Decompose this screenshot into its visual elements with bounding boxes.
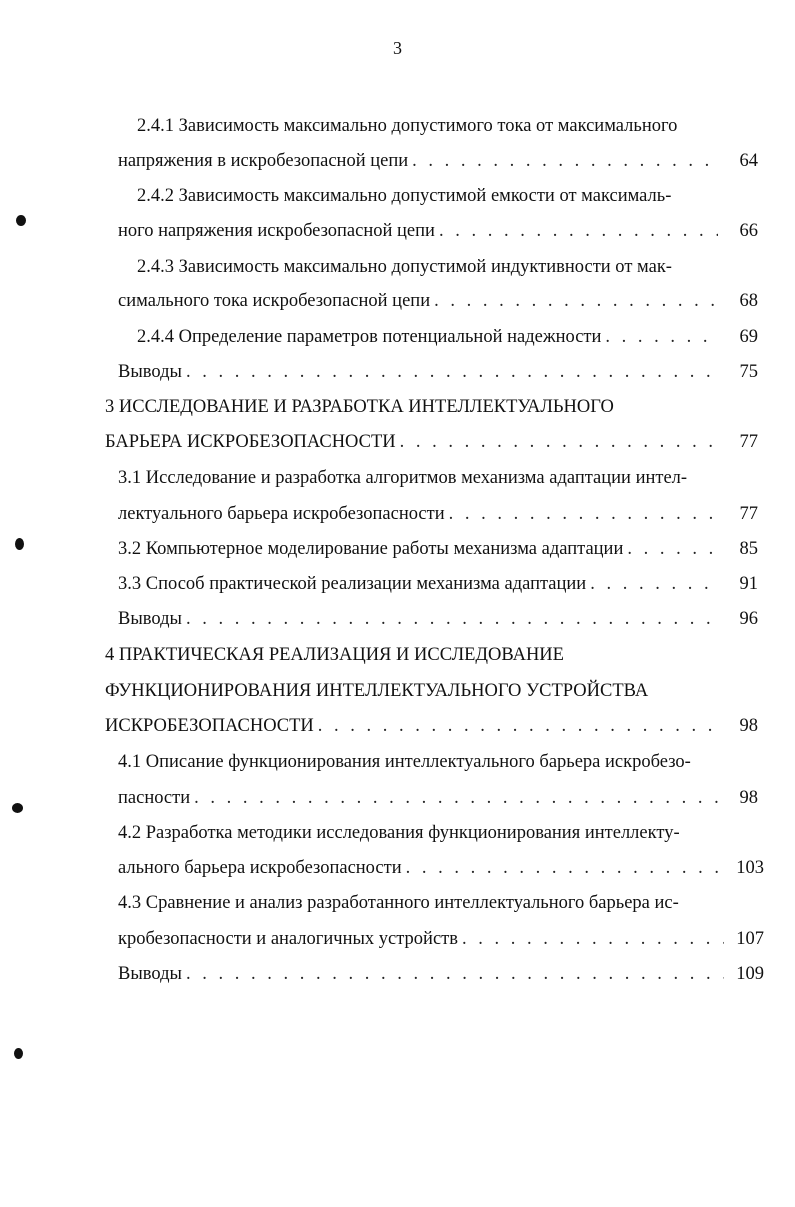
dot-leader bbox=[439, 219, 718, 243]
toc-line bbox=[118, 891, 679, 915]
toc-line bbox=[118, 360, 758, 384]
toc-line bbox=[118, 502, 758, 526]
toc-page-number: 77 bbox=[739, 504, 758, 524]
toc-entry-text: 3 ИССЛЕДОВАНИЕ И РАЗРАБОТКА ИНТЕЛЛЕКТУАЛЬНОГО bbox=[105, 397, 614, 417]
toc-page-number: 85 bbox=[739, 539, 758, 559]
dot-leader bbox=[318, 714, 718, 738]
toc-entry-text: 4.3 Сравнение и анализ разработанного интеллектуального барьера ис- bbox=[118, 893, 679, 913]
toc-line bbox=[105, 714, 758, 738]
toc-page-number: 66 bbox=[739, 221, 758, 241]
toc-entry-text: 3.3 Способ практической реализации механизма адаптации bbox=[118, 574, 587, 594]
toc-entry-text: ального барьера искробезопасности bbox=[118, 858, 402, 878]
toc-line bbox=[137, 325, 758, 349]
dot-leader bbox=[434, 289, 718, 313]
toc-page-number: 91 bbox=[739, 574, 758, 594]
toc-page-number: 96 bbox=[739, 609, 758, 629]
scan-artifact-blot bbox=[14, 1048, 23, 1059]
toc-page-number: 77 bbox=[739, 432, 758, 452]
toc-entry-text: напряжения в искробезопасной цепи bbox=[118, 151, 409, 171]
toc-entry-text: 4.2 Разработка методики исследования функционирования интеллекту- bbox=[118, 823, 680, 843]
toc-line bbox=[118, 572, 758, 596]
dot-leader bbox=[194, 786, 718, 810]
toc-entry-text: БАРЬЕРА ИСКРОБЕЗОПАСНОСТИ bbox=[105, 432, 396, 452]
toc-line bbox=[105, 643, 564, 667]
toc-page-number: 107 bbox=[736, 929, 764, 949]
toc-page-number: 109 bbox=[736, 964, 764, 984]
toc-entry-text: 4 ПРАКТИЧЕСКАЯ РЕАЛИЗАЦИЯ И ИССЛЕДОВАНИЕ bbox=[105, 645, 564, 665]
toc-line bbox=[118, 607, 758, 631]
toc-entry-text: Выводы bbox=[118, 609, 182, 629]
toc-line bbox=[118, 149, 758, 173]
toc-entry-text: 4.1 Описание функционирования интеллектуального барьера искробезо- bbox=[118, 752, 691, 772]
toc-entry-text: лектуального барьера искробезопасности bbox=[118, 504, 445, 524]
toc-line bbox=[118, 537, 758, 561]
toc-entry-text: Выводы bbox=[118, 964, 182, 984]
dot-leader bbox=[400, 430, 718, 454]
toc-entry-text: Выводы bbox=[118, 362, 182, 382]
toc-line bbox=[118, 786, 758, 810]
dot-leader bbox=[590, 572, 718, 596]
toc-line bbox=[137, 184, 671, 208]
toc-page-number: 98 bbox=[739, 788, 758, 808]
toc-page-number: 103 bbox=[736, 858, 764, 878]
dot-leader bbox=[449, 502, 718, 526]
dot-leader bbox=[186, 962, 724, 986]
toc-entry-text: ного напряжения искробезопасной цепи bbox=[118, 221, 435, 241]
dot-leader bbox=[406, 856, 724, 880]
toc-entry-text: симального тока искробезопасной цепи bbox=[118, 291, 431, 311]
toc-entry-text: кробезопасности и аналогичных устройств bbox=[118, 929, 458, 949]
toc-line bbox=[105, 430, 758, 454]
toc-line bbox=[118, 962, 764, 986]
toc-page-number: 64 bbox=[739, 151, 758, 171]
toc-entry-text: 2.4.3 Зависимость максимально допустимой индуктивности от мак- bbox=[137, 257, 672, 277]
toc-entry-text: ФУНКЦИОНИРОВАНИЯ ИНТЕЛЛЕКТУАЛЬНОГО УСТРОЙСТВА bbox=[105, 681, 649, 701]
toc-line bbox=[137, 114, 677, 138]
dot-leader bbox=[462, 927, 724, 951]
scan-artifact-blot bbox=[16, 215, 26, 226]
toc-line bbox=[118, 821, 680, 845]
dot-leader bbox=[186, 360, 718, 384]
scan-artifact-blot bbox=[12, 803, 23, 813]
toc-line bbox=[118, 289, 758, 313]
dot-leader bbox=[412, 149, 718, 173]
toc-entry-text: 3.2 Компьютерное моделирование работы механизма адаптации bbox=[118, 539, 624, 559]
toc-line bbox=[118, 856, 764, 880]
toc-entry-text: 2.4.4 Определение параметров потенциальной надежности bbox=[137, 327, 602, 347]
toc-entry-text: 2.4.2 Зависимость максимально допустимой емкости от максималь- bbox=[137, 186, 672, 206]
toc-line bbox=[105, 395, 614, 419]
toc-page-number: 98 bbox=[739, 716, 758, 736]
toc-line bbox=[105, 679, 648, 703]
toc-line bbox=[118, 927, 764, 951]
toc-entry-text: 3.1 Исследование и разработка алгоритмов механизма адаптации интел- bbox=[118, 468, 688, 488]
toc-page-number: 69 bbox=[739, 327, 758, 347]
toc-entry-text: пасности bbox=[118, 788, 191, 808]
toc-entry-text: ИСКРОБЕЗОПАСНОСТИ bbox=[105, 716, 314, 736]
toc-page-number: 68 bbox=[739, 291, 758, 311]
page-number: 3 bbox=[393, 38, 402, 58]
toc-line bbox=[137, 255, 672, 279]
dot-leader bbox=[186, 607, 718, 631]
scan-artifact-blot bbox=[15, 538, 24, 550]
dot-leader bbox=[627, 537, 718, 561]
toc-entry-text: 2.4.1 Зависимость максимально допустимого тока от максимального bbox=[137, 116, 678, 136]
dot-leader bbox=[605, 325, 718, 349]
toc-line bbox=[118, 219, 758, 243]
toc-line bbox=[118, 466, 687, 490]
toc-line bbox=[118, 750, 691, 774]
toc-page-number: 75 bbox=[739, 362, 758, 382]
